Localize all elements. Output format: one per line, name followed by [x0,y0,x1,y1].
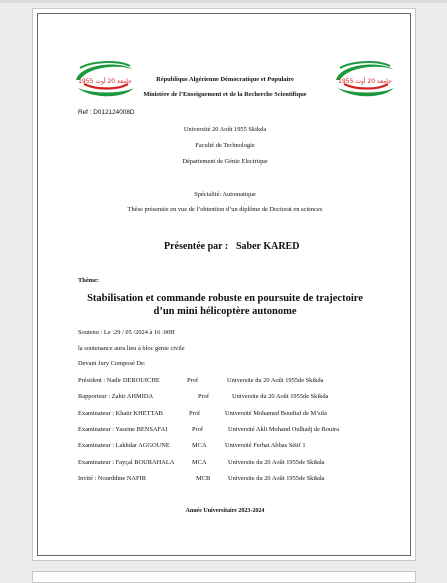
jury-role: Examinateur : Khatir KHETTAB [78,410,163,417]
author-name: Saber KARED [236,241,300,252]
jury-grade: Prof [198,393,210,400]
department-name: Département de Génie Electrique [182,158,268,165]
document-page [32,8,416,561]
country-name: République Algérienne Démocratique et Populaire [156,76,294,83]
viewer-top-edge [0,0,447,3]
page-border [37,13,411,556]
jury-grade: MCB [196,475,211,482]
jury-role: Président : Nadir DEROUICHE [78,377,160,384]
jury-institution: Universite du 20 Août 1955de Skikda [228,475,325,482]
jury-grade: Prof [189,410,201,417]
jury-institution: Universite du 20 Août 1955de Skikda [232,393,329,400]
university-name: Université 20 Août 1955 Skikda [183,126,267,133]
next-document-page [32,571,416,583]
thesis-title-line-2: d’un mini hélicoptère autonome [153,306,297,317]
jury-institution: Université Ferhat Abbas Sétif 1 [225,442,306,449]
thesis-purpose: Thèse présentée en vue de l’obtention d’un diplôme de Doctorat en sciences [127,206,323,213]
jury-role: Examinateur : Fayçal BOURAHALA [78,459,175,466]
logo-text: جامعة 20 أوت 1955 [338,78,392,85]
jury-grade: MCA [192,459,207,466]
defense-place: la soutenance aura lieu à bloc genie civile [78,345,185,352]
theme-label: Thème: [78,277,99,284]
jury-institution: Université Akli Mohand Oulhadj de Bouira [228,426,339,433]
logo-text: جامعة 20 أوت 1955 [78,78,132,85]
ministry-name: Ministère de l’Enseignement et de la Recherche Scientifique [143,91,307,98]
academic-year: Année Universitaire 2023-2024 [185,508,265,514]
thesis-title-line-1: Stabilisation et commande robuste en poursuite de trajectoire [87,293,363,304]
jury-grade: Prof [187,377,199,384]
jury-grade: MCA [192,442,207,449]
presented-by-label: Présentée par : [164,241,229,252]
reference-number: Ref : D012124008D [78,109,135,116]
faculty-name: Faculté de Technologie [195,142,255,149]
jury-grade: Prof [192,426,204,433]
jury-institution: Universite du 20 Août 1955de Skikda [227,377,324,384]
jury-role: Examinateur : Lakhdar AGGOUNE [78,442,170,449]
jury-role: Rapporteur : Zahir AHMIDA [78,393,154,400]
jury-role: Invité : Nourddine NAFIR [78,475,146,482]
jury-role: Examinateur : Yassine BENSAFAI [78,426,168,433]
defense-date: Soutenu : Le :29 / 05 /2024 à 16 :00H [78,329,175,336]
jury-institution: Université Mohamed Boudiaf de M’sila [225,410,327,417]
speciality: Spécialité: Automatique [194,191,256,198]
jury-institution: Universite du 20 Août 1955de Skikda [228,459,325,466]
jury-label: Devant Jury Composé De: [78,360,146,367]
